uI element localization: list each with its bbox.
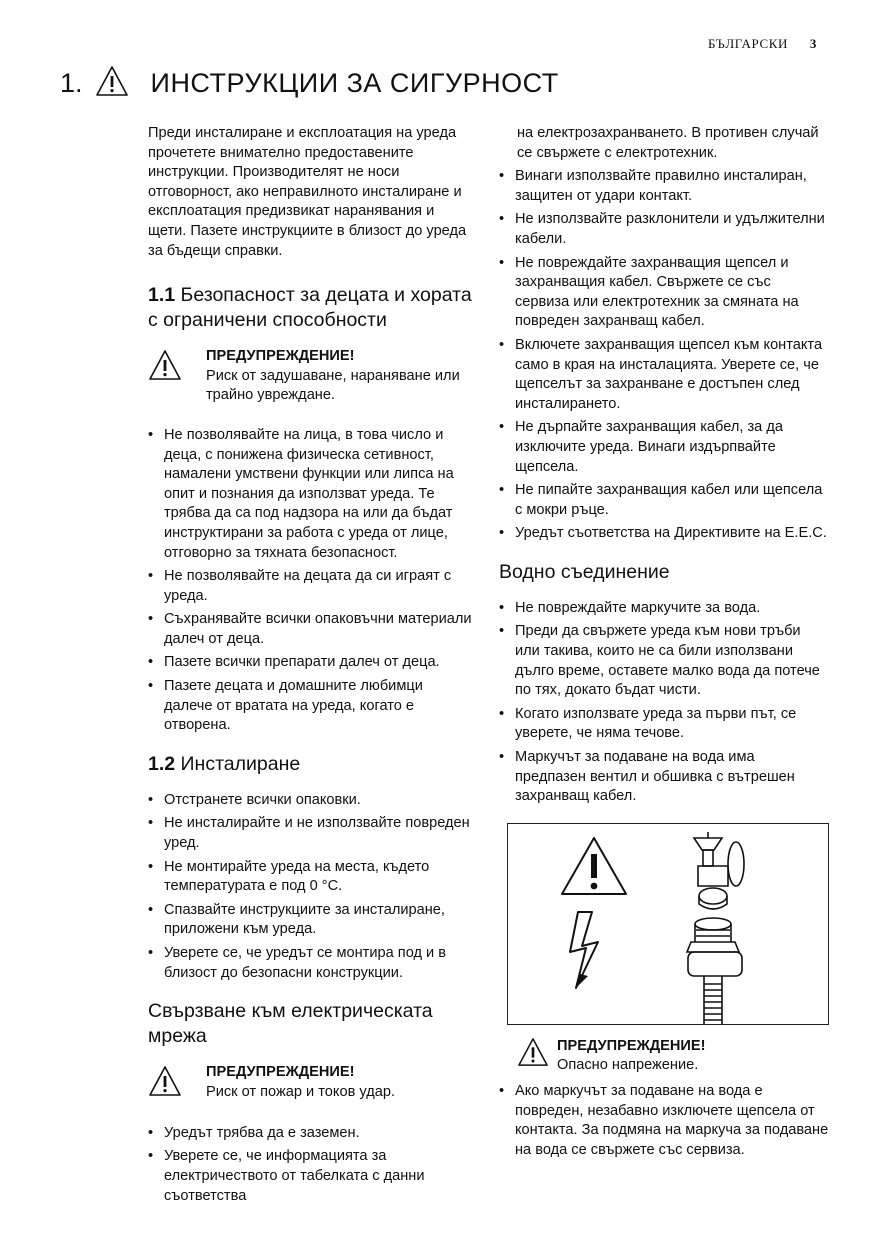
warning-text: Опасно напрежение.	[557, 1057, 699, 1074]
list-item: • Не инсталирайте и не използвайте повреден уред.	[148, 814, 472, 853]
list-item: • Спазвайте инструкциите за инсталиране, приложени към уреда.	[148, 901, 472, 940]
list-item: • Когато използвате уреда за първи път, се уверете, че няма течове.	[499, 705, 829, 744]
list-item: • Пазете всички препарати далеч от деца.	[148, 653, 472, 673]
warning-triangle-icon	[95, 65, 129, 102]
warning-block	[148, 1063, 472, 1104]
bullet-list-water	[499, 599, 829, 807]
bullet-list-installation	[148, 791, 472, 983]
list-item: • Уредът съответства на Директивите на E.E.C.	[499, 524, 829, 544]
bullet-list-children	[148, 426, 472, 736]
list-item: • Не монтирайте уреда на места, където температурата е под 0 °C.	[148, 858, 472, 897]
list-item: • Пазете децата и домашните любимци далече от вратата на уреда, когато е отворена.	[148, 677, 472, 736]
warning-text: Риск от задушаване, нараняване или трайно увреждане.	[206, 367, 460, 404]
section-title: Инсталиране	[180, 752, 301, 775]
bullet-list-electrical-continued	[499, 124, 829, 544]
intro-paragraph: Преди инсталиране и експлоатация на уреда прочетете внимателно предоставените инструкции. Производителят не носи отговорност, ако неправилното инсталиране и експлоатация предизвикат наранявания и щети. Пазете инструкциите в близост до уреда за бъдещи справки.	[148, 125, 467, 259]
warning-block	[148, 347, 472, 406]
list-item-continuation: на електрозахранването. В противен случай се свържете с електротехник.	[517, 125, 819, 161]
list-item: • Уверете се, че информацията за електричеството от табелката с данни съответства	[148, 1147, 472, 1206]
right-column	[499, 124, 829, 1176]
section-number: 1.1	[148, 284, 176, 307]
warning-title: ПРЕДУПРЕЖДЕНИЕ!	[206, 348, 355, 365]
list-item: • Не използвайте разклонители и удължителни кабели.	[499, 210, 829, 249]
list-item: • Уверете се, че уредът се монтира под и в близост до безопасни конструкции.	[148, 944, 472, 983]
chapter-heading	[60, 66, 559, 100]
list-item: • Не повреждайте захранващия щепсел и захранващия кабел. Свържете се със сервиза или електротехник за смяната на повреден захранващ кабел.	[499, 254, 829, 332]
section-title: Безопасност за децата и хората с ограничени способности	[148, 284, 472, 332]
language-label: БЪЛГАРСКИ	[708, 36, 789, 51]
water-tap-icon	[694, 832, 744, 909]
list-item: • Маркучът за подаване на вода има предпазен вентил и обшивка с вътрешен захранващ кабел.	[499, 748, 829, 807]
warning-text: Риск от пожар и токов удар.	[206, 1083, 395, 1100]
list-item: • Не позволявайте на децата да си играят с уреда.	[148, 567, 472, 606]
bullet-list-electrical	[148, 1124, 472, 1206]
warning-triangle-icon	[148, 347, 206, 406]
list-item: • Отстранете всички опаковки.	[148, 791, 472, 811]
subsection-heading-electrical: Свързване към електрическата мрежа	[148, 1000, 433, 1048]
warning-triangle-icon	[562, 838, 626, 894]
warning-triangle-icon	[148, 1063, 206, 1104]
warning-block	[517, 1037, 829, 1076]
hose-fitting-icon	[687, 918, 742, 1024]
list-item: • Не пипайте захранващия кабел или щепсела с мокри ръце.	[499, 481, 829, 520]
warning-triangle-icon	[517, 1037, 557, 1076]
page-number: 3	[809, 36, 817, 51]
water-inlet-hose-illustration	[507, 823, 829, 1025]
list-item: • Не позволявайте на лица, в това число и деца, с понижена физическа сетивност, намалени умствени функции или липса на опит и познания да използват уреда. Те трябва да са под надзора на или да бъдат инструктирани за работа с уреда от лице, отговорно за тяхната безопасност.	[148, 426, 472, 563]
list-item: • Винаги използвайте правилно инсталиран, защитен от удари контакт.	[499, 167, 829, 206]
chapter-number: 1.	[60, 67, 83, 98]
section-heading-1-1	[148, 283, 472, 333]
page-header	[708, 36, 817, 52]
list-item: • Ако маркучът за подаване на вода е повреден, незабавно изключете щепсела от контакта. За подмяна на маркуча за подаване на вода се свържете със сервиза.	[499, 1082, 829, 1160]
section-number: 1.2	[148, 752, 176, 775]
list-item: • Уредът трябва да е заземен.	[148, 1124, 472, 1144]
warning-title: ПРЕДУПРЕЖДЕНИЕ!	[557, 1037, 706, 1054]
warning-title: ПРЕДУПРЕЖДЕНИЕ!	[206, 1064, 355, 1081]
list-item: • Преди да свържете уреда към нови тръби или такива, които не са били използвани дълго време, оставете малко вода да потече по тях, докато бъдат чисти.	[499, 622, 829, 700]
section-heading-1-2	[148, 752, 472, 777]
chapter-title: ИНСТРУКЦИИ ЗА СИГУРНОСТ	[150, 67, 559, 98]
list-item: • Не дърпайте захранващия кабел, за да изключите уреда. Винаги издърпвайте щепсела.	[499, 418, 829, 477]
left-column	[148, 124, 472, 1222]
list-item: • Съхранявайте всички опаковъчни материали далеч от деца.	[148, 610, 472, 649]
subsection-heading-water: Водно съединение	[499, 560, 670, 583]
bullet-list-hose-damage	[499, 1082, 829, 1160]
list-item: • Не повреждайте маркучите за вода.	[499, 599, 829, 619]
list-item: • Включете захранващия щепсел към контакта само в края на инсталацията. Уверете се, че щепселът за захранване е достъпен след инсталирането.	[499, 336, 829, 414]
